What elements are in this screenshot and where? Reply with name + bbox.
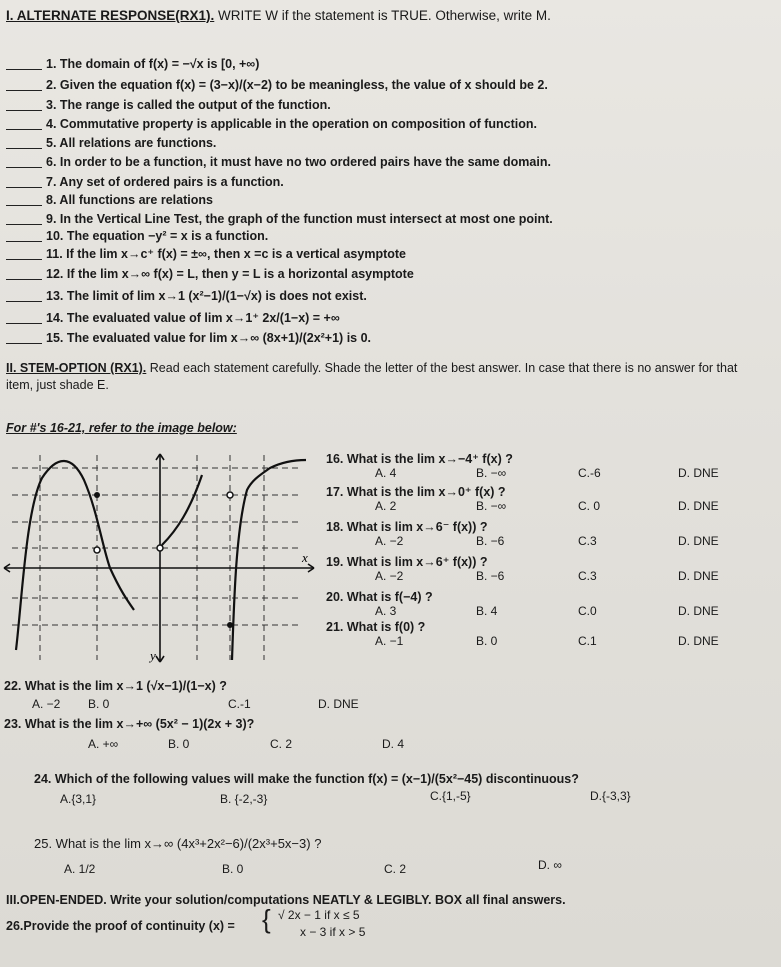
q18-option-d[interactable]: D. DNE bbox=[678, 534, 719, 548]
answer-blank-10[interactable] bbox=[6, 241, 42, 242]
q21-question: 21. What is f(0) ? bbox=[326, 620, 426, 634]
part1-item-11: 11. If the lim x→c⁺ f(x) = ±∞, then x =c is a vertical asymptote bbox=[46, 247, 407, 261]
q19-question: 19. What is lim x→6⁺ f(x)) ? bbox=[326, 555, 488, 569]
part1-item-2: 2. Given the equation f(x) = (3−x)/(x−2) to be meaningless, the value of x should be 2. bbox=[46, 78, 548, 92]
part1-item-7: 7. Any set of ordered pairs is a function. bbox=[46, 175, 284, 189]
q26-case-2: x − 3 if x > 5 bbox=[300, 925, 366, 939]
part2-instruction-continued: item, just shade E. bbox=[6, 378, 109, 392]
part1-heading: I. ALTERNATE RESPONSE(RX1). WRITE W if the statement is TRUE. Otherwise, write M. bbox=[6, 8, 551, 23]
q24-option-d[interactable]: D.{-3,3} bbox=[590, 789, 631, 803]
part1-item-14: 14. The evaluated value of lim x→1⁺ 2x/(1−x) = +∞ bbox=[46, 311, 340, 325]
q20-option-a[interactable]: A. 3 bbox=[375, 604, 397, 618]
q23-option-a[interactable]: A. +∞ bbox=[88, 737, 119, 751]
curve-left bbox=[16, 461, 134, 650]
answer-blank-14[interactable] bbox=[6, 323, 42, 324]
part1-item-9: 9. In the Vertical Line Test, the graph of the function must intersect at most one point. bbox=[46, 212, 553, 226]
q23-option-c[interactable]: C. 2 bbox=[270, 737, 293, 751]
answer-blank-1[interactable] bbox=[6, 69, 42, 70]
part1-item-1: 1. The domain of f(x) = −√x is [0, +∞) bbox=[46, 57, 260, 71]
q17-option-c[interactable]: C. 0 bbox=[578, 499, 601, 513]
q18-option-a[interactable]: A. −2 bbox=[375, 534, 404, 548]
answer-blank-8[interactable] bbox=[6, 205, 42, 206]
q26-case-1: √ 2x − 1 if x ≤ 5 bbox=[278, 908, 360, 922]
q22-option-c[interactable]: C.-1 bbox=[228, 697, 251, 711]
answer-blank-3[interactable] bbox=[6, 110, 42, 111]
answer-blank-7[interactable] bbox=[6, 187, 42, 188]
part1-item-15: 15. The evaluated value for lim x→∞ (8x+1)/(2x²+1) is 0. bbox=[46, 331, 372, 345]
q16-option-a[interactable]: A. 4 bbox=[375, 466, 397, 480]
q22-option-d[interactable]: D. DNE bbox=[318, 697, 359, 711]
q25-option-b[interactable]: B. 0 bbox=[222, 862, 244, 876]
q17-question: 17. What is the lim x→0⁺ f(x) ? bbox=[326, 485, 506, 499]
q21-option-d[interactable]: D. DNE bbox=[678, 634, 719, 648]
q24-option-c[interactable]: C.{1,-5} bbox=[430, 789, 471, 803]
q24-option-a[interactable]: A.{3,1} bbox=[60, 792, 97, 806]
q18-option-b[interactable]: B. −6 bbox=[476, 534, 505, 548]
q16-option-b[interactable]: B. −∞ bbox=[476, 466, 507, 480]
answer-blank-4[interactable] bbox=[6, 129, 42, 130]
part1-item-12: 12. If the lim x→∞ f(x) = L, then y = L is a horizontal asymptote bbox=[46, 267, 414, 281]
q22-option-a[interactable]: A. −2 bbox=[32, 697, 61, 711]
part1-item-5: 5. All relations are functions. bbox=[46, 136, 217, 150]
answer-blank-5[interactable] bbox=[6, 148, 42, 149]
part1-item-4: 4. Commutative property is applicable in the operation on composition of function. bbox=[46, 117, 538, 131]
q20-question: 20. What is f(−4) ? bbox=[326, 590, 433, 604]
part1-item-10: 10. The equation −y² = x is a function. bbox=[46, 229, 269, 243]
q22-option-b[interactable]: B. 0 bbox=[88, 697, 110, 711]
q18-option-c[interactable]: C.3 bbox=[578, 534, 597, 548]
part1-item-3: 3. The range is called the output of the function. bbox=[46, 98, 331, 112]
answer-blank-13[interactable] bbox=[6, 301, 42, 302]
piecewise-brace: { bbox=[262, 904, 271, 934]
q19-option-b[interactable]: B. −6 bbox=[476, 569, 505, 583]
q23-option-d[interactable]: D. 4 bbox=[382, 737, 405, 751]
part1-item-8: 8. All functions are relations bbox=[46, 193, 213, 207]
q20-option-d[interactable]: D. DNE bbox=[678, 604, 719, 618]
q21-option-b[interactable]: B. 0 bbox=[476, 634, 498, 648]
answer-blank-6[interactable] bbox=[6, 167, 42, 168]
q26-question: 26.Provide the proof of continuity (x) = bbox=[6, 919, 235, 933]
graph-note: For #'s 16-21, refer to the image below: bbox=[6, 421, 237, 435]
q25-question: 25. What is the lim x→∞ (4x³+2x²−6)/(2x³+5x−3) ? bbox=[34, 836, 322, 851]
q17-option-a[interactable]: A. 2 bbox=[375, 499, 397, 513]
q16-option-d[interactable]: D. DNE bbox=[678, 466, 719, 480]
answer-blank-9[interactable] bbox=[6, 224, 42, 225]
part3-heading: III.OPEN-ENDED. Write your solution/computations NEATLY & LEGIBLY. BOX all final answers. bbox=[6, 893, 566, 907]
q24-option-b[interactable]: B. {-2,-3} bbox=[220, 792, 268, 806]
answer-blank-12[interactable] bbox=[6, 279, 42, 280]
q25-option-a[interactable]: A. 1/2 bbox=[64, 862, 96, 876]
y-axis-label: y bbox=[150, 648, 156, 663]
q25-option-c[interactable]: C. 2 bbox=[384, 862, 407, 876]
q24-question: 24. Which of the following values will make the function f(x) = (x−1)/(5x²−45) discontinuous? bbox=[34, 772, 579, 786]
part1-item-13: 13. The limit of lim x→1 (x²−1)/(1−√x) is does not exist. bbox=[46, 289, 367, 303]
q17-option-d[interactable]: D. DNE bbox=[678, 499, 719, 513]
part2-heading: II. STEM-OPTION (RX1). Read each statement carefully. Shade the letter of the best answer. In case that there is no answer for that bbox=[6, 361, 738, 375]
q16-option-c[interactable]: C.-6 bbox=[578, 466, 601, 480]
q21-option-a[interactable]: A. −1 bbox=[375, 634, 404, 648]
q19-option-a[interactable]: A. −2 bbox=[375, 569, 404, 583]
q23-question: 23. What is the lim x→+∞ (5x² − 1)(2x + 3)? bbox=[4, 717, 255, 731]
q20-option-c[interactable]: C.0 bbox=[578, 604, 597, 618]
q19-option-c[interactable]: C.3 bbox=[578, 569, 597, 583]
q21-option-c[interactable]: C.1 bbox=[578, 634, 597, 648]
curve-right bbox=[232, 460, 306, 660]
q25-option-d[interactable]: D. ∞ bbox=[538, 858, 562, 872]
q23-option-b[interactable]: B. 0 bbox=[168, 737, 190, 751]
x-axis-label: x bbox=[302, 550, 308, 565]
q22-question: 22. What is the lim x→1 (√x−1)/(1−x) ? bbox=[4, 679, 227, 693]
answer-blank-2[interactable] bbox=[6, 90, 42, 91]
part1-item-6: 6. In order to be a function, it must have no two ordered pairs have the same domain. bbox=[46, 155, 551, 169]
function-graph bbox=[2, 450, 320, 668]
answer-blank-11[interactable] bbox=[6, 259, 42, 260]
q20-option-b[interactable]: B. 4 bbox=[476, 604, 498, 618]
q18-question: 18. What is lim x→6⁻ f(x)) ? bbox=[326, 520, 488, 534]
curve-middle bbox=[162, 475, 202, 545]
answer-blank-15[interactable] bbox=[6, 343, 42, 344]
q16-question: 16. What is the lim x→−4⁺ f(x) ? bbox=[326, 452, 513, 466]
q19-option-d[interactable]: D. DNE bbox=[678, 569, 719, 583]
q17-option-b[interactable]: B. −∞ bbox=[476, 499, 507, 513]
